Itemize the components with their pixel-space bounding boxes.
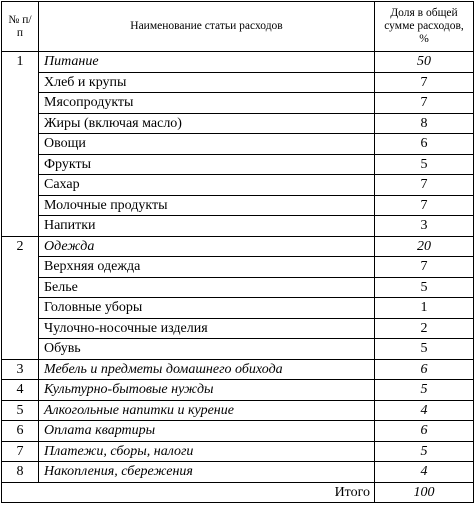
item-name: Молочные продукты (39, 195, 375, 216)
item-share: 7 (375, 175, 474, 196)
header-number: № п/п (2, 2, 39, 52)
item-share: 5 (375, 277, 474, 298)
category-share: 20 (375, 236, 474, 257)
category-share: 5 (375, 441, 474, 462)
category-share: 4 (375, 462, 474, 483)
category-number: 6 (2, 421, 39, 442)
category-share: 4 (375, 400, 474, 421)
item-name: Обувь (39, 339, 375, 360)
table-row (2, 72, 474, 93)
item-share: 5 (375, 339, 474, 360)
table-row (2, 134, 474, 155)
item-share: 6 (375, 134, 474, 155)
category-row (2, 441, 474, 462)
table-row (2, 339, 474, 360)
category-share: 5 (375, 380, 474, 401)
category-name: Оплата квартиры (39, 421, 375, 442)
category-number: 2 (2, 236, 39, 359)
category-share: 6 (375, 359, 474, 380)
expense-table (1, 1, 474, 503)
item-name: Напитки (39, 216, 375, 237)
item-name: Головные уборы (39, 298, 375, 319)
item-name: Овощи (39, 134, 375, 155)
total-label: Итого (2, 482, 375, 503)
category-name: Культурно-бытовые нужды (39, 380, 375, 401)
item-share: 1 (375, 298, 474, 319)
category-row (2, 236, 474, 257)
item-share: 7 (375, 93, 474, 114)
category-name: Питание (39, 52, 375, 73)
category-row (2, 52, 474, 73)
table-row (2, 216, 474, 237)
table-row (2, 195, 474, 216)
item-name: Белье (39, 277, 375, 298)
item-share: 2 (375, 318, 474, 339)
category-number: 4 (2, 380, 39, 401)
category-row (2, 359, 474, 380)
table-body (2, 52, 474, 503)
table-row (2, 298, 474, 319)
item-name: Жиры (включая масло) (39, 113, 375, 134)
category-row (2, 400, 474, 421)
header-item-name: Наименование статьи расходов (39, 2, 375, 52)
item-name: Сахар (39, 175, 375, 196)
category-name: Мебель и предметы домашнего обихода (39, 359, 375, 380)
item-share: 5 (375, 154, 474, 175)
item-name: Хлеб и крупы (39, 72, 375, 93)
category-name: Алкогольные напитки и курение (39, 400, 375, 421)
table-row (2, 277, 474, 298)
category-row (2, 421, 474, 442)
table-row (2, 318, 474, 339)
item-name: Верхняя одежда (39, 257, 375, 278)
item-name: Чулочно-носочные изделия (39, 318, 375, 339)
total-value: 100 (375, 482, 474, 503)
table-row (2, 154, 474, 175)
category-number: 5 (2, 400, 39, 421)
category-share: 6 (375, 421, 474, 442)
category-name: Накопления, сбережения (39, 462, 375, 483)
item-share: 7 (375, 257, 474, 278)
category-number: 3 (2, 359, 39, 380)
category-share: 50 (375, 52, 474, 73)
item-share: 7 (375, 72, 474, 93)
header-row (2, 2, 474, 52)
table-row (2, 175, 474, 196)
table-row (2, 93, 474, 114)
category-name: Одежда (39, 236, 375, 257)
item-share: 7 (375, 195, 474, 216)
item-name: Фрукты (39, 154, 375, 175)
category-row (2, 462, 474, 483)
total-row (2, 482, 474, 503)
category-name: Платежи, сборы, налоги (39, 441, 375, 462)
table-row (2, 113, 474, 134)
table-row (2, 257, 474, 278)
category-number: 8 (2, 462, 39, 483)
header-share: Доля в общей сумме расходов, % (375, 2, 474, 52)
category-row (2, 380, 474, 401)
item-share: 8 (375, 113, 474, 134)
category-number: 7 (2, 441, 39, 462)
item-share: 3 (375, 216, 474, 237)
item-name: Мясопродукты (39, 93, 375, 114)
category-number: 1 (2, 52, 39, 237)
